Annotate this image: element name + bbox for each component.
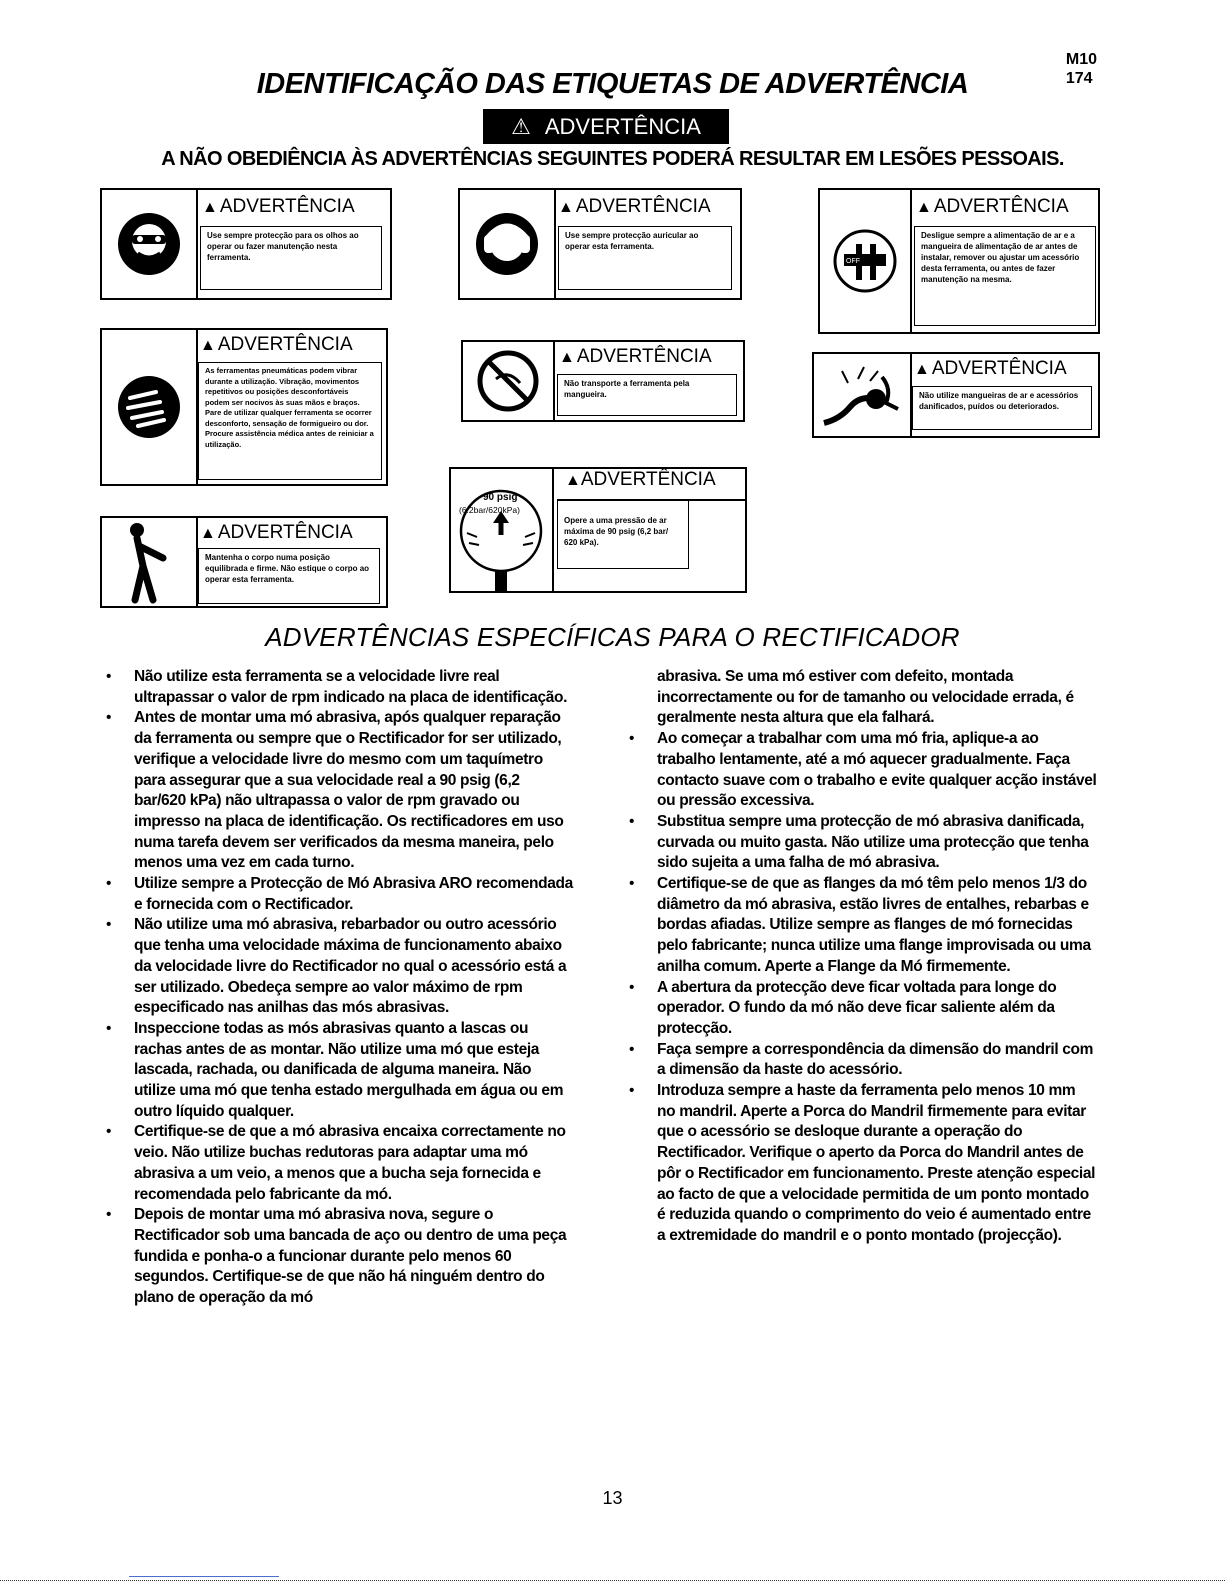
warning-banner [483, 109, 729, 144]
footer-dotted-rule [0, 1580, 1225, 1581]
label-text: Use sempre protecção auricular ao operar esta ferramenta. [558, 226, 732, 290]
list-item: • Substitua sempre uma protecção de mó abrasiva danificada, curvada ou muito gasta. Não utilize uma protecção que tenha sido sujeita a uma falha de mó abrasiva. [629, 812, 1089, 872]
list-item: • Antes de montar uma mó abrasiva, após qualquer reparação da ferramenta ou sempre que o Rectificador for ser utilizado, verifique a velocidade livre do mesmo com um taquímetro para assegurar que a sua velocidade real a 90 psig (6,2 bar/620 kPa) não ultrapassa o valor de rpm gravado ou impresso na placa de identificação. Os rectificadores em uso numa tarefa devem ser verificados da mesma maneira, pelo menos uma vez em cada turno. [106, 709, 564, 872]
damaged-hose-icon [814, 354, 912, 436]
label-text: Desligue sempre a alimentação de ar e a mangueira de alimentação de ar antes de instalar, remover ou ajustar um acessório desta ferramenta, ou antes de fazer manutenção na mesma. [914, 226, 1096, 326]
list-item: • Certifique-se de que as flanges da mó têm pelo menos 1/3 do diâmetro da mó abrasiva, estão livres de entalhes, rebarbas e bordas afiadas. Utilize sempre as flanges de mó fornecidas pelo fabricante; nunca utilize uma flange improvisada ou uma anilha comum. Aperte a Flange da Mó firmemente. [629, 875, 1091, 975]
left-column [106, 667, 574, 1309]
code-line-1: M10 [1065, 51, 1097, 68]
page-number: 13 [602, 1488, 623, 1508]
label-text: Use sempre protecção para os olhos ao operar ou fazer manutenção nesta ferramenta. [200, 226, 382, 290]
list-item-continuation: abrasiva. Se uma mó estiver com defeito, montada incorrectamente ou for de tamanho ou velocidade errada, é geralmente nesta altura que ela falhará. [657, 668, 1074, 727]
list-item: • Não utilize uma mó abrasiva, rebarbador ou outro acessório que tenha uma velocidade máxima de funcionamento abaixo da velocidade livre do Rectificador no qual o acessório está a ser utilizado. Obedeça sempre ao valor máximo de rpm especificado nas anilhas das mós abrasivas. [106, 916, 567, 1017]
list-item: • Certifique-se de que a mó abrasiva encaixa correctamente no veio. Não utilize buchas redutoras para adaptar uma mó abrasiva a um veio, a menos que a bucha seja fornecida e recomendada pelo fabricante da mó. [106, 1123, 566, 1203]
warning-label-ear: ▲ ADVERTÊNCIA Use sempre protecção auricular ao operar esta ferramenta. [458, 188, 742, 300]
list-item: • Faça sempre a correspondência da dimensão do mandril com a dimensão da haste do acessório. [629, 1040, 1094, 1079]
footer-rule [129, 1576, 279, 1577]
label-text: Mantenha o corpo numa posição equilibrada e firme. Não estique o corpo ao operar esta ferramenta. [198, 548, 380, 604]
list-item: • Introduza sempre a haste da ferramenta pelo menos 10 mm no mandril. Aperte a Porca do Mandril firmemente para evitar que o acessório se desloque durante a operação do Rectificador. Verifique o aperto da Porca do Mandril antes de pôr o Rectificador em funcionamento. Preste atenção especial ao facto de que a velocidade permitida de um ponto montado é reduzida quando o comprimento do veio é aumentado entre a extremidade do mandril e o ponto montado (projecção). [629, 1082, 1096, 1244]
ear-protection-icon [460, 190, 556, 298]
intro-warning: A NÃO OBEDIÊNCIA ÀS ADVERTÊNCIAS SEGUINTES PODERÁ RESULTAR EM LESÕES PESSOAIS. [161, 148, 1064, 170]
list-item: • Inspeccione todas as mós abrasivas quanto a lascas ou rachas antes de as montar. Não utilize uma mó que esteja lascada, rachada, ou danificada de alguma maneira. Não utilize uma mó que tenha estado mergulhada em água ou em outro líquido qualquer. [106, 1019, 564, 1120]
label-text: Não transporte a ferramenta pela mangueira. [557, 374, 737, 416]
page-title: IDENTIFICAÇÃO DAS ETIQUETAS DE ADVERTÊNCIA [256, 68, 969, 100]
warning-label-pressure: 90 psig (6.2bar/620kPa) ▲ADVERTÊNCIA Opere a uma pressão de ar máxima de 90 psig (6,2 bar/ 620 kPa). [449, 467, 749, 595]
vibration-icon [102, 330, 198, 484]
list-item: • Utilize sempre a Protecção de Mó Abrasiva ARO recomendada e fornecida com o Rectificador. [106, 875, 573, 913]
warning-label-posture: ▲ ADVERTÊNCIA Mantenha o corpo numa posição equilibrada e firme. Não estique o corpo ao operar esta ferramenta. [100, 516, 388, 608]
svg-text:OFF: OFF [846, 258, 860, 265]
balanced-posture-icon [102, 518, 198, 606]
warning-label-damaged-hose: ▲ ADVERTÊNCIA Não utilize mangueiras de ar e acessórios danificados, puídos ou deteriorados. [812, 352, 1100, 438]
warning-label-eye: ▲ ADVERTÊNCIA Use sempre protecção para os olhos ao operar ou fazer manutenção nesta ferramenta. [100, 188, 392, 300]
list-item: • Não utilize esta ferramenta se a velocidade livre real ultrapassar o valor de rpm indicado na placa de identificação. [106, 668, 568, 706]
no-carry-by-hose-icon [463, 342, 555, 420]
eye-protection-icon [102, 190, 198, 298]
warning-label-vibration: ▲ ADVERTÊNCIA As ferramentas pneumáticas podem vibrar durante a utilização. Vibração, movimentos repetitivos ou posições desconfortáveis podem ser nocivos às suas mãos e braços. Pare de utilizar qualquer ferramenta se ocorrer desconforto, sensação de formigueiro ou dor. Procure assistência médica antes de reiniciar a utilização. [100, 328, 388, 486]
label-text: Não utilize mangueiras de ar e acessórios danificados, puídos ou deteriorados. [912, 386, 1092, 430]
section-title: ADVERTÊNCIAS ESPECÍFICAS PARA O RECTIFICADOR [265, 622, 960, 652]
gauge-units: (6.2bar/620kPa) [459, 505, 520, 515]
code-line-2: 174 [1065, 70, 1093, 87]
list-item: • Depois de montar uma mó abrasiva nova, segure o Rectificador sob uma bancada de aço ou dentro de uma peça fundida e ponha-o a funcionar durante pelo menos 60 segundos. Certifique-se de que não há ninguém dentro do plano de operação da mó [106, 1206, 567, 1307]
warning-triangle-icon: ⚠ [511, 113, 531, 139]
gauge-value: 90 psig [483, 492, 518, 503]
label-text: As ferramentas pneumáticas podem vibrar durante a utilização. Vibração, movimentos repetitivos ou posições desconfortáveis podem ser nocivos às suas mãos e braços. Pare de utilizar qualquer ferramenta se ocorrer desconforto, sensação de formigueiro ou dor. Procure assistência médica antes de reiniciar a utilização. [198, 362, 382, 480]
right-column [629, 667, 1097, 1247]
warning-label-disconnect-air: OFF ▲ ADVERTÊNCIA Desligue sempre a alimentação de ar e a mangueira de alimentação de ar antes de instalar, remover ou ajustar um acessório desta ferramenta, ou antes de fazer manutenção na mesma. [818, 188, 1100, 334]
banner-text: ADVERTÊNCIA [544, 113, 701, 139]
list-item: • A abertura da protecção deve ficar voltada para longe do operador. O fundo da mó não deve ficar saliente além da protecção. [629, 978, 1057, 1037]
disconnect-air-icon [820, 190, 912, 332]
warning-label-hose-carry: ▲ ADVERTÊNCIA Não transporte a ferramenta pela mangueira. [461, 340, 745, 422]
list-item: • Ao começar a trabalhar com uma mó fria, aplique-a ao trabalho lentamente, até a mó aquecer gradualmente. Faça contacto suave com o trabalho e evite qualquer acção instável ou pressão excessiva. [629, 730, 1097, 810]
label-text: Opere a uma pressão de ar máxima de 90 psig (6,2 bar/ 620 kPa). [557, 501, 689, 569]
